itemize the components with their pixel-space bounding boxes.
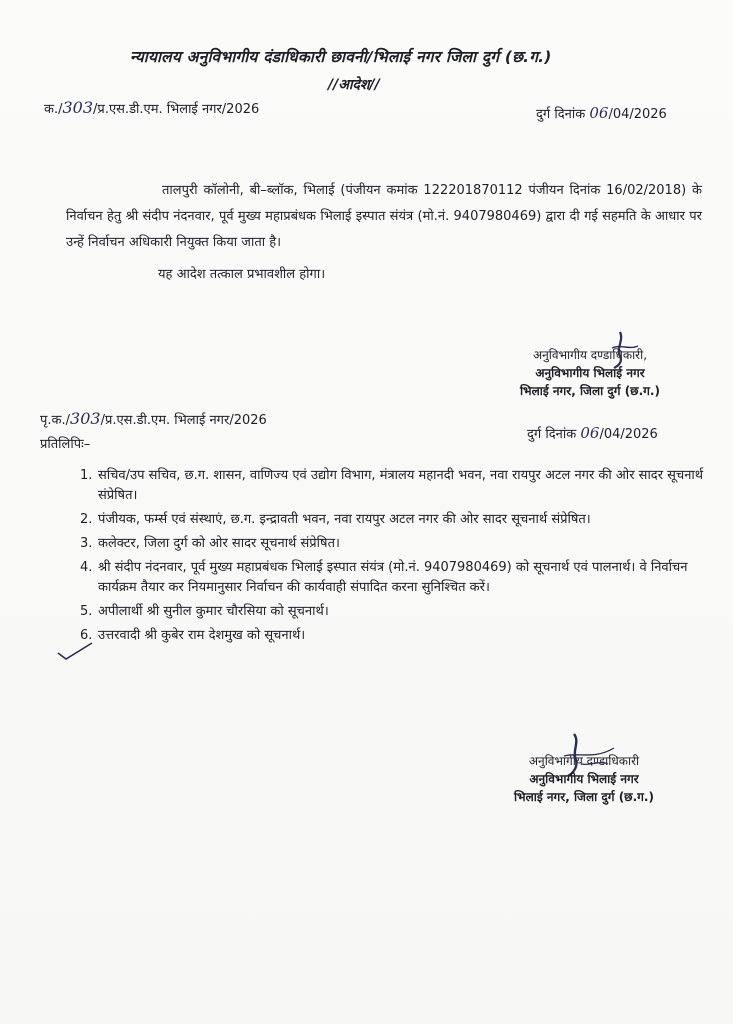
list-item [68, 466, 713, 506]
list-item-number: 5. [80, 604, 93, 619]
endorsement-date-label: दुर्ग दिनांक [527, 427, 577, 442]
endorsement-date-day: 06 [580, 424, 600, 442]
list-item-text: सचिव/उप सचिव, छ.ग. शासन, वाणिज्य एवं उद्योग विभाग, मंत्रालय महानदी भवन, नवा रायपुर अटल नगर की ओर सादर सूचनार्थ संप्रेषित। [98, 468, 704, 503]
signature1-stamp-place: भिलाई नगर, जिला दुर्ग (छ.ग.) [520, 384, 660, 398]
order-body-paragraph: तालपुरी कॉलोनी, बी–ब्लॉक, भिलाई (पंजीयन कमांक 122201870112 पंजीयन दिनांक 16/02/2018) के निर्वाचन हेतु श्री संदीप नंदनवार, पूर्व मुख्य महाप्रबंधक भिलाई इस्पात संयंत्र (मो.नं. 9407980469) द्वारा दी गई सहमति के आधार पर उन्हें निर्वाचन अधिकारी नियुक्त किया जाता है। [66, 183, 702, 250]
list-item [68, 602, 713, 622]
copy-to-list [68, 466, 713, 650]
signature-block-1 [500, 346, 680, 400]
list-item-number: 1. [80, 468, 93, 483]
order-ref-suffix: /प्र.एस.डी.एम. भिलाई नगर/2026 [93, 102, 260, 117]
list-item [68, 558, 713, 598]
list-item-text: पंजीयक, फर्म्स एवं संस्थाएं, छ.ग. इन्द्रावती भवन, नवा रायपुर अटल नगर की ओर सादर सूचनार्थ संप्रेषित। [98, 512, 591, 527]
list-item-number: 4. [80, 560, 93, 575]
endorsement-date-rest: /04/2026 [599, 427, 658, 442]
signature-block-2 [494, 752, 674, 806]
list-item-number: 6. [80, 628, 93, 643]
order-date-day: 06 [589, 104, 609, 122]
order-date [536, 104, 667, 122]
order-effect-statement: यह आदेश तत्काल प्रभावशील होगा। [158, 267, 326, 282]
signature1-stamp-office: अनुविभागीय भिलाई नगर [535, 366, 645, 380]
list-item-number: 2. [80, 512, 93, 527]
signature1-designation: अनुविभागीय दण्डाधिकारी, [532, 348, 648, 362]
endorsement-ref-suffix: /प्र.एस.डी.एम. भिलाई नगर/2026 [100, 413, 267, 428]
endorsement-date [527, 424, 658, 442]
list-item-number: 3. [80, 536, 93, 551]
order-ref-prefix: क./ [44, 102, 63, 117]
order-date-label: दुर्ग दिनांक [536, 107, 586, 122]
list-item [68, 626, 713, 646]
endorsement-ref-number: 303 [70, 409, 101, 428]
order-title: //आदेश// [328, 77, 380, 93]
order-reference [44, 98, 259, 117]
signature2-designation: अनुविभागीय दण्डाधिकारी [528, 754, 640, 768]
signature2-stamp-place: भिलाई नगर, जिला दुर्ग (छ.ग.) [514, 790, 654, 804]
handwritten-tick-mark [56, 639, 96, 663]
list-item [68, 534, 713, 554]
order-ref-number: 303 [62, 98, 94, 117]
list-item-text: कलेक्टर, जिला दुर्ग को ओर सादर सूचनार्थ संप्रेषित। [98, 536, 340, 551]
list-item-text: अपीलार्थी श्री सुनील कुमार चौरसिया को सूचनार्थ। [98, 604, 329, 619]
signature2-stamp-office: अनुविभागीय भिलाई नगर [529, 772, 639, 786]
order-date-rest: /04/2026 [608, 107, 667, 122]
endorsement-ref-prefix: पृ.क./ [40, 413, 71, 428]
list-item [68, 510, 713, 530]
list-item-text: श्री संदीप नंदनवार, पूर्व मुख्य महाप्रबंधक भिलाई इस्पात संयंत्र (मो.नं. 9407980469) को सूचनार्थ एवं पालनार्थ। वे निर्वाचन कार्यक्रम तैयार कर नियमानुसार निर्वाचन की कार्यवाही संपादित करना सुनिश्चित करें। [98, 560, 688, 595]
copy-to-label: प्रतिलिपिः– [40, 437, 91, 452]
endorsement-reference [40, 409, 267, 428]
list-item-text: उत्तरवादी श्री कुबेर राम देशमुख को सूचनार्थ। [98, 628, 306, 643]
office-heading: न्यायालय अनुविभागीय दंडाधिकारी छावनी/भिलाई नगर जिला दुर्ग (छ.ग.) [130, 48, 552, 66]
